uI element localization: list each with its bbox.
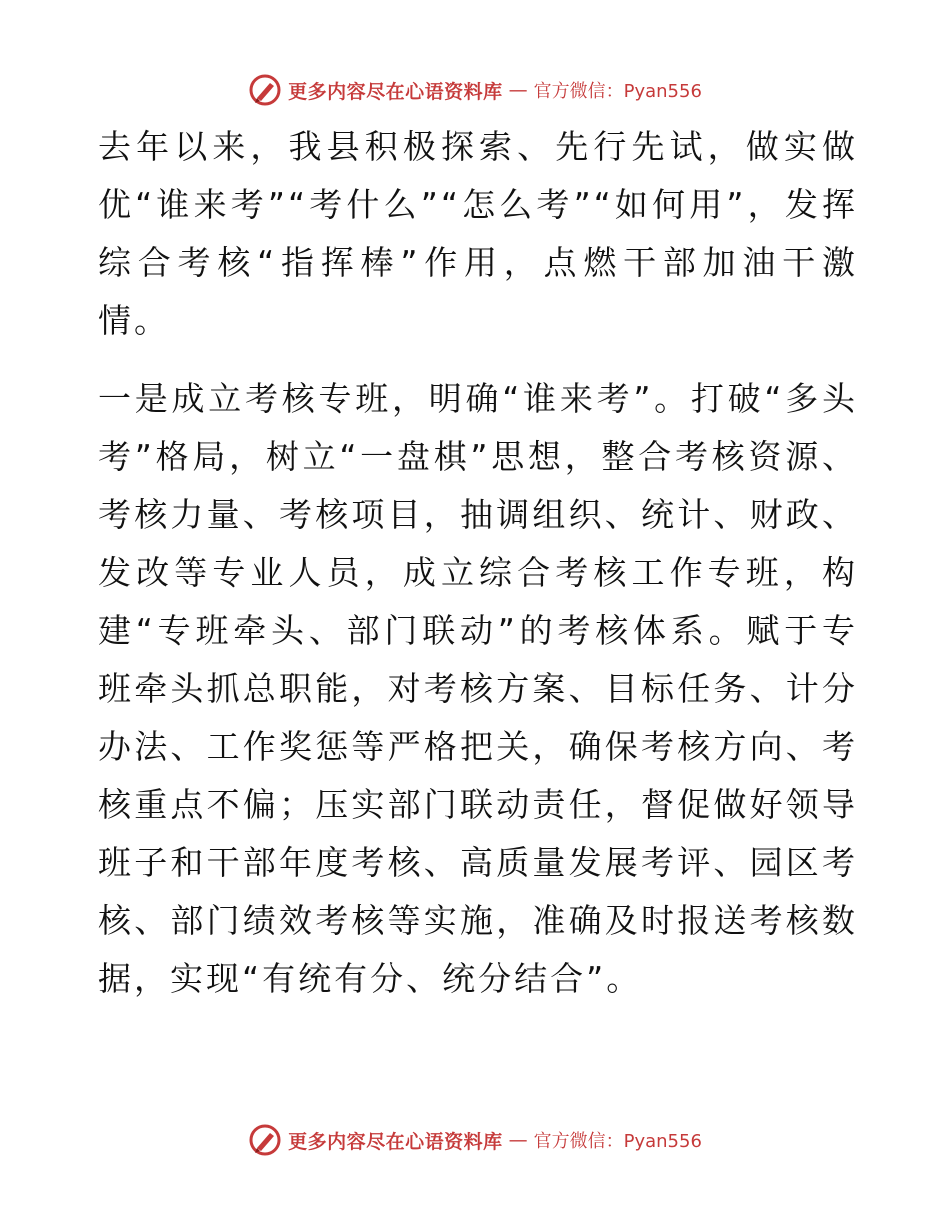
watermark-separator: —: [508, 1129, 528, 1151]
watermark-site-text: 更多内容尽在心语资料库: [288, 1130, 503, 1153]
pen-logo-icon: [248, 1123, 282, 1157]
watermark-separator: —: [508, 79, 528, 101]
watermark-wechat-text: 官方微信：Pyan556: [533, 81, 702, 102]
footer-watermark: [0, 1120, 950, 1160]
paragraph-intro: 去年以来，我县积极探索、先行先试，做实做优“谁来考”“考什么”“怎么考”“如何用”，发挥综合考核“指挥棒”作用，点燃干部加油干激情。: [98, 127, 858, 340]
document-body: [98, 118, 858, 1008]
watermark-site-text: 更多内容尽在心语资料库: [288, 80, 503, 103]
paragraph-who-assesses: 一是成立考核专班，明确“谁来考”。打破“多头考”格局，树立“一盘棋”思想，整合考核资源、考核力量、考核项目，抽调组织、统计、财政、发改等专业人员，成立综合考核工作专班，构建“专班牵头、部门联动”的考核体系。赋于专班牵头抓总职能，对考核方案、目标任务、计分办法、工作奖惩等严格把关，确保考核方向、考核重点不偏；压实部门联动责任，督促做好领导班子和干部年度考核、高质量发展考评、园区考核、部门绩效考核等实施，准确及时报送考核数据，实现“有统有分、统分结合”。: [98, 379, 858, 998]
pen-logo-icon: [248, 73, 282, 107]
header-watermark: [0, 70, 950, 110]
watermark-wechat-text: 官方微信：Pyan556: [533, 1131, 702, 1152]
